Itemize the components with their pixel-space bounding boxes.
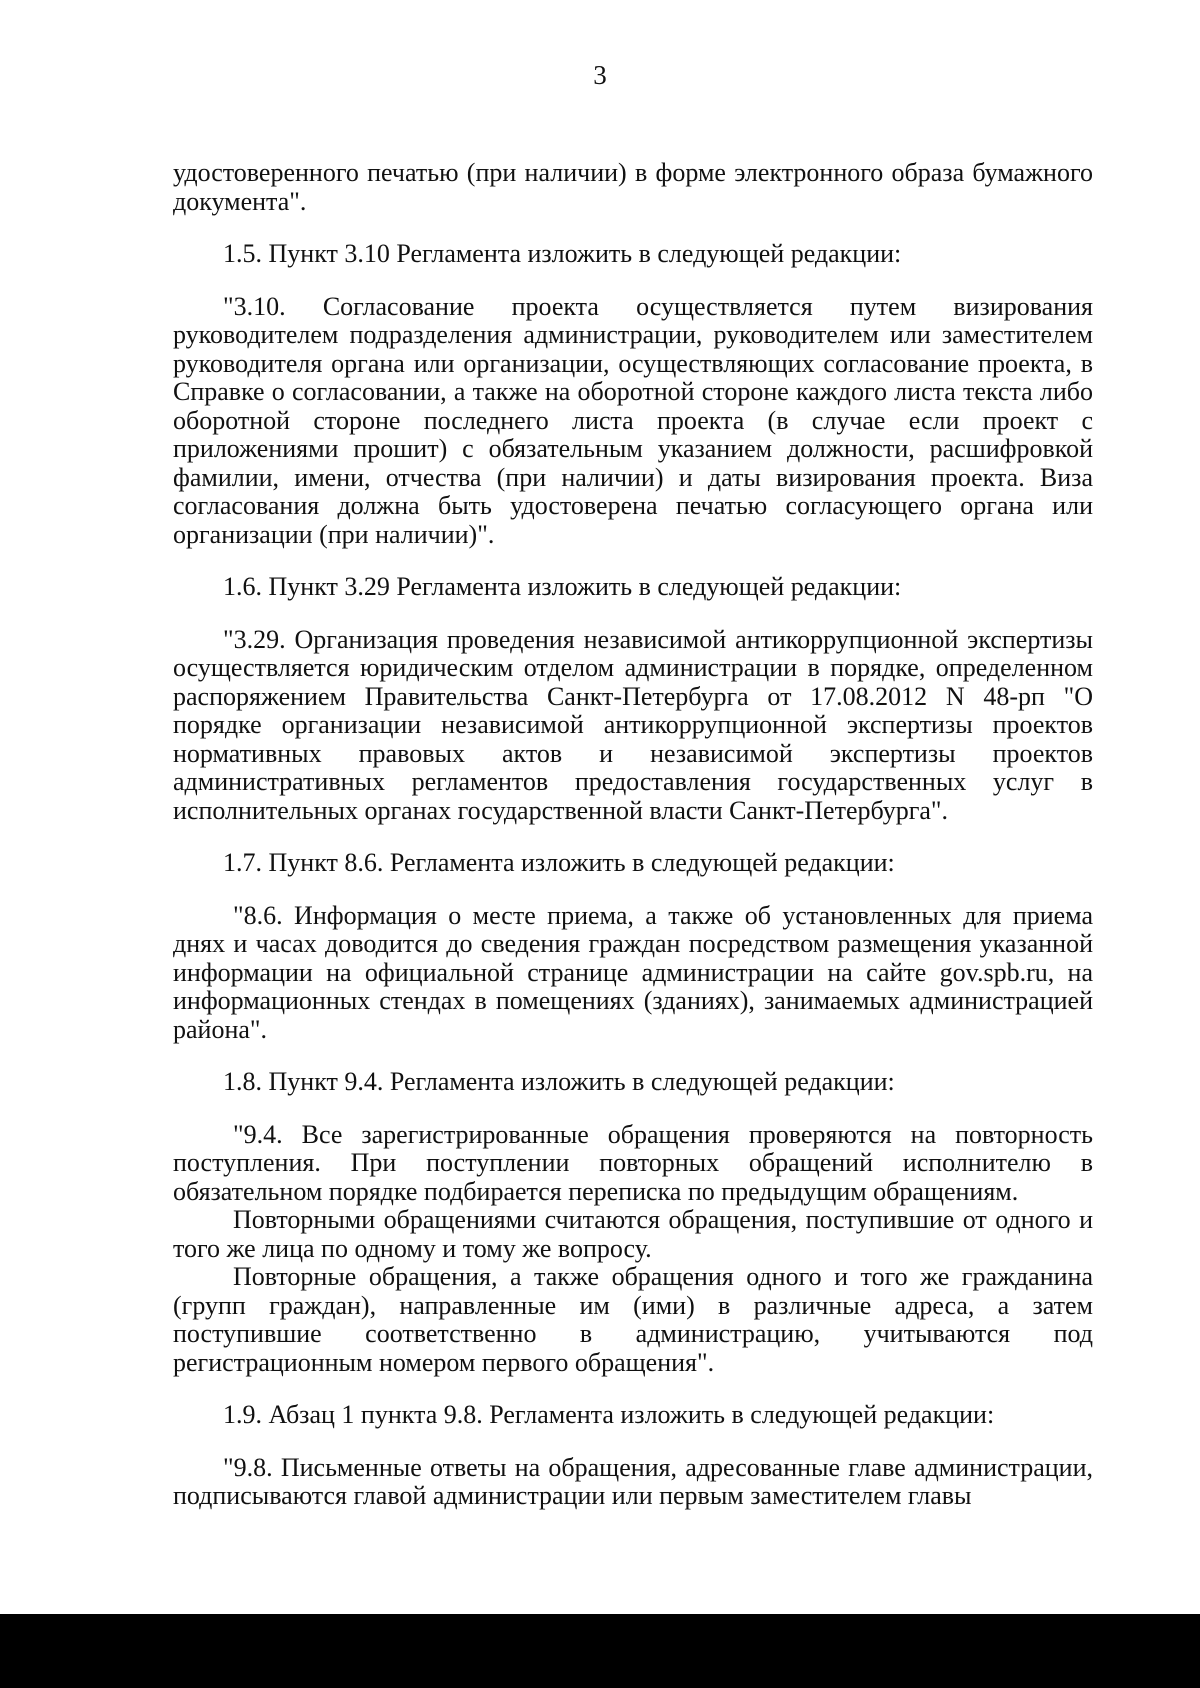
page-number: 3 bbox=[593, 60, 607, 90]
paragraph-9-4-repeat: Повторными обращениями считаются обращения, поступившие от одного и того же лица по одному и тому же вопросу. bbox=[173, 1205, 1093, 1263]
paragraph-item-1-9: 1.9. Абзац 1 пункта 9.8. Регламента изложить в следующей редакции: bbox=[223, 1400, 995, 1429]
paragraph-item-1-6: 1.6. Пункт 3.29 Регламента изложить в следующей редакции: bbox=[223, 572, 902, 601]
paragraph-item-1-5: 1.5. Пункт 3.10 Регламента изложить в следующей редакции: bbox=[223, 239, 902, 268]
paragraph-continuation: удостоверенного печатью (при наличии) в форме электронного образа бумажного документа". bbox=[173, 158, 1093, 216]
paragraph-quote-8-6: "8.6. Информация о месте приема, а также об установленных для приема днях и часах доводится до сведения граждан посредством размещения указанной информации на официальной странице администрации на сайте gov.spb.ru, на информационных стендах в помещениях (зданиях), занимаемых администрацией района". bbox=[173, 900, 1093, 1044]
paragraph-item-1-8: 1.8. Пункт 9.4. Регламента изложить в следующей редакции: bbox=[223, 1067, 895, 1096]
paragraph-quote-3-10: "3.10. Согласование проекта осуществляется путем визирования руководителем подразделения администрации, руководителем или заместителем руководителя органа или организации, осуществляющих согласование проекта, в Справке о согласовании, а также на оборотной стороне каждого листа текста либо оборотной стороне последнего листа проекта (в случае если проект с приложениями прошит) с обязательным указанием должности, расшифровкой фамилии, имени, отчества (при наличии) и даты визирования проекта. Виза согласования должна быть удостоверена печатью согласующего органа или организации (при наличии)". bbox=[173, 291, 1093, 549]
paragraph-quote-9-8: "9.8. Письменные ответы на обращения, адресованные главе администрации, подписываются главой администрации или первым заместителем главы bbox=[173, 1452, 1093, 1510]
paragraph-9-4-registration: Повторные обращения, а также обращения одного и того же гражданина (групп граждан), направленные им (ими) в различные адреса, а затем поступившие соответственно в администрацию, учитываются под регистрационным номером первого обращения". bbox=[173, 1262, 1093, 1377]
paragraph-quote-9-4: "9.4. Все зарегистрированные обращения проверяются на повторность поступления. При поступлении повторных обращений исполнителю в обязательном порядке подбирается переписка по предыдущим обращениям. bbox=[173, 1119, 1093, 1206]
scan-bottom-border bbox=[0, 1614, 1200, 1688]
paragraph-item-1-7: 1.7. Пункт 8.6. Регламента изложить в следующей редакции: bbox=[223, 848, 895, 877]
body-text bbox=[173, 159, 1093, 1511]
paragraph-quote-3-29: "3.29. Организация проведения независимой антикоррупционной экспертизы осуществляется юридическим отделом администрации в порядке, определенном распоряжением Правительства Санкт-Петербурга от 17.08.2012 N 48-рп "О порядке организации независимой антикоррупционной экспертизы проектов нормативных правовых актов и независимой экспертизы проектов административных регламентов предоставления государственных услуг в исполнительных органах государственной власти Санкт-Петербурга". bbox=[173, 624, 1093, 825]
